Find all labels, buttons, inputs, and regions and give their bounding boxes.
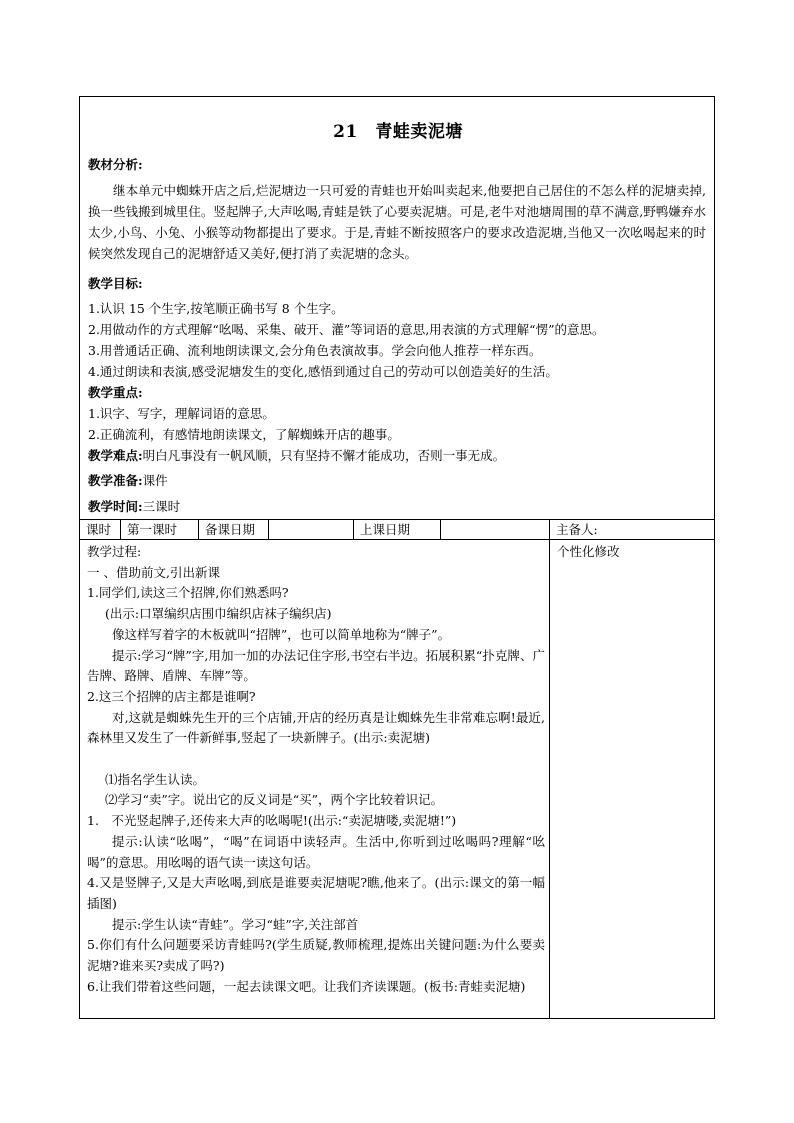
prep-date-value-cell[interactable] bbox=[268, 519, 354, 540]
goal-item: 3.用普通话正确、流利地朗读课文,会分角色表演故事。学会向他人推荐一样东西。 bbox=[88, 343, 542, 358]
prep-row bbox=[88, 471, 168, 491]
process-line: 对,这就是蜘蛛先生开的三个店铺,开店的经历真是让蜘蛛先生非常难忘啊!最近,森林里又发生了一件新鲜事,竖起了一块新牌子。(出示:卖泥塘) bbox=[87, 709, 545, 746]
process-line: 提示:学习“牌”字,用加一加的办法记住字形,书空右半边。拓展积累“扑克牌、广告牌、路牌、盾牌、车牌”等。 bbox=[87, 647, 545, 684]
host-label-cell: 主备人: bbox=[549, 519, 715, 540]
class-date-value-cell[interactable] bbox=[440, 519, 550, 540]
process-line: 1.同学们,读这三个招牌,你们熟悉吗? bbox=[87, 585, 289, 601]
prep-heading: 教学准备: bbox=[88, 473, 143, 488]
goal-item: 1.认识 15 个生字,按笔顺正确书写 8 个生字。 bbox=[88, 301, 344, 316]
revision-label: 个性化修改 bbox=[557, 544, 620, 559]
process-line: (出示:口罩编织店围巾编织店袜子编织店) bbox=[105, 606, 332, 622]
analysis-text: 继本单元中蜘蛛开店之后,烂泥塘边一只可爱的青蛙也开始叫卖起来,他要把自己居住的不怎么样的泥塘卖掉,换一些钱搬到城里住。竖起牌子,大声吆喝,青蛙是铁了心要卖泥塘。可是,老牛对池塘周围的草不满意,野鸭嫌弃水太少,小鸟、小兔、小猴等动物都提出了要求。于是,青蛙不断按照客户的要求改造泥塘,当他又一次吆喝起来的时候突然发现自己的泥塘舒适又美好,便打消了卖泥塘的念头。 bbox=[88, 183, 706, 261]
process-heading: 教学过程: bbox=[87, 544, 142, 559]
time-text: 三课时 bbox=[142, 499, 181, 514]
lesson-plan-page bbox=[79, 96, 715, 1019]
prep-text: 课件 bbox=[142, 473, 168, 488]
time-heading: 教学时间: bbox=[88, 499, 143, 514]
goal-item: 2.用做动作的方式理解“吆喝、采集、破开、灌”等词语的意思,用表演的方式理解“愣”的意思。 bbox=[88, 322, 605, 337]
process-line: 5.你们有什么问题要采访青蛙吗?(学生质疑,教师梳理,提炼出关键问题:为什么要卖泥塘?谁来买?卖成了吗?) bbox=[87, 937, 545, 973]
process-line: 一 、借助前文,引出新课 bbox=[87, 564, 220, 580]
process-line: 1. 不光竖起牌子,还传来大声的吆喝呢!(出示:“卖泥塘喽,卖泥塘!”) bbox=[87, 813, 457, 829]
key-point-item: 2.正确流利，有感情地朗读课文，了解蜘蛛开店的趣事。 bbox=[88, 427, 400, 442]
difficulty-row bbox=[88, 446, 505, 466]
process-line: 2.这三个招牌的店主都是谁啊? bbox=[87, 688, 256, 704]
page-title: 21 青蛙卖泥塘 bbox=[333, 122, 463, 142]
process-line: ⑴指名学生认读。 bbox=[105, 771, 206, 787]
lesson-label-cell: 课时 bbox=[79, 519, 121, 540]
class-date-label-cell: 上课日期 bbox=[353, 519, 441, 540]
process-line: 6.让我们带着这些问题，一起去读课文吧。让我们齐读课题。(板书:青蛙卖泥塘) bbox=[87, 978, 526, 994]
key-points-heading: 教学重点: bbox=[88, 385, 143, 400]
process-line: ⑵学习“卖”字。说出它的反义词是“买”，两个字比较着识记。 bbox=[105, 792, 444, 808]
teaching-process-cell bbox=[79, 539, 550, 1019]
process-line: 4.又是竖牌子,又是大声吆喝,到底是谁要卖泥塘呢?瞧,他来了。(出示:课文的第一幅插图) bbox=[87, 875, 545, 911]
key-point-item: 1.识字、写字，理解词语的意思。 bbox=[88, 406, 275, 421]
process-line: 提示:认读“吆喝”，“喝”在词语中读轻声。生活中,你听到过吆喝吗?理解“吆喝”的意思。用吆喝的语气读一读这句话。 bbox=[87, 833, 545, 870]
time-row bbox=[88, 497, 180, 517]
analysis-heading: 教材分析: bbox=[88, 157, 143, 172]
revision-cell[interactable] bbox=[549, 539, 715, 1019]
difficulty-text: 明白凡事没有一帆风顺，只有坚持不懈才能成功，否则一事无成。 bbox=[142, 448, 506, 463]
process-line: 提示:学生认读“青蛙”。学习“蛙”字,关注部首 bbox=[112, 916, 359, 932]
goal-item: 4.通过朗读和表演,感受泥塘发生的变化,感悟到通过自己的劳动可以创造美好的生活。 bbox=[88, 364, 558, 379]
goals-heading: 教学目标: bbox=[88, 276, 143, 291]
prep-date-label-cell: 备课日期 bbox=[198, 519, 269, 540]
lesson-value-cell: 第一课时 bbox=[120, 519, 199, 540]
process-line: 像这样写着字的木板就叫“招牌”，也可以简单地称为“牌子”。 bbox=[112, 626, 451, 642]
lesson-overview-cell bbox=[79, 96, 715, 520]
difficulty-heading: 教学难点: bbox=[88, 448, 143, 463]
